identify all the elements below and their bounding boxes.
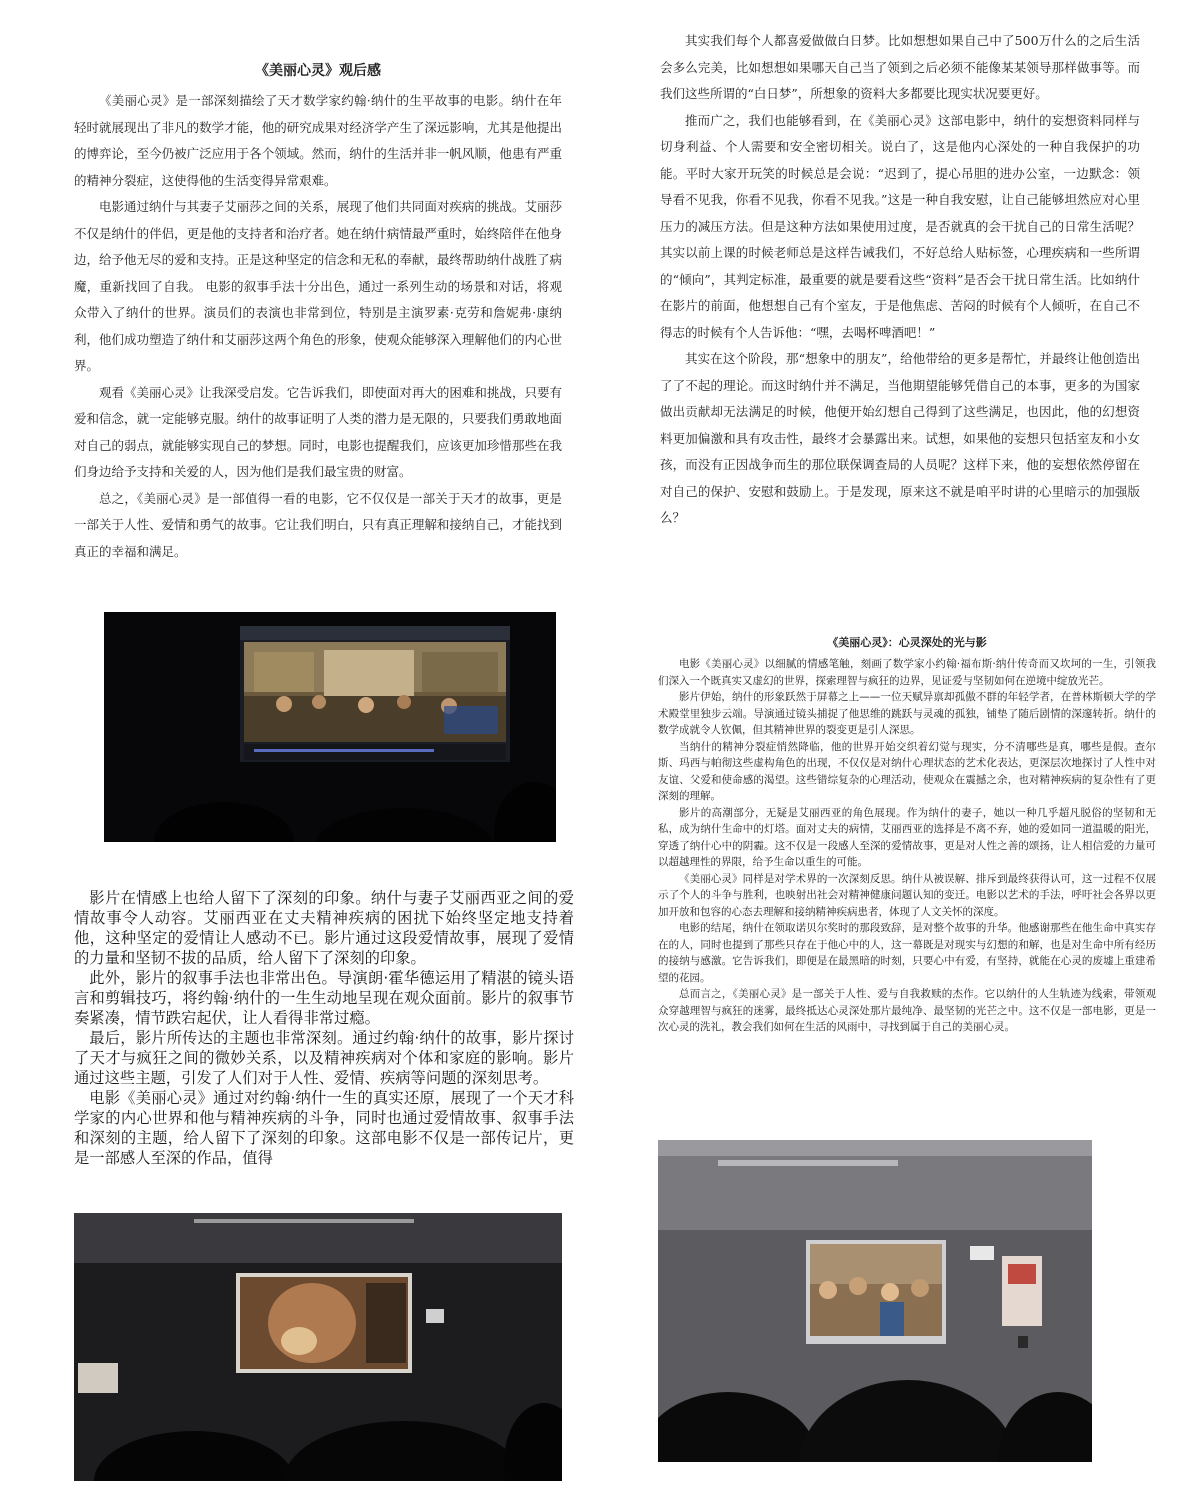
essay-paragraph: 其实我们每个人都喜爱做做白日梦。比如想想如果自己中了500万什么的之后生活会多么完美，比如想想如果哪天自己当了领到之后必须不能像某某领导那样做事等。而我们这些所谓的“白日梦”，所想象的资料大多都要比现实状况要更好。 (660, 33, 1140, 101)
screening-photo-1-graphic (104, 612, 556, 842)
essay-paragraph: 影片伊始，纳什的形象跃然于屏幕之上——一位天赋异禀却孤傲不群的年轻学者，在普林斯顿大学的学术殿堂里独步云端。导演通过镜头捕捉了他思维的跳跃与灵魂的孤独，铺垫了随后剧情的深邃转折。纳什的数学成就令人钦佩，但其精神世界的裂变更是引人深思。 (658, 691, 1156, 736)
essay-paragraph: 当纳什的精神分裂症悄然降临，他的世界开始交织着幻觉与现实，分不清哪些是真，哪些是假。查尔斯、玛西与帕彻这些虚构角色的出现，不仅仅是对纳什心理状态的艺术化表达，更深层次地探讨了人性中对友谊、父爱和使命感的渴望。这些错综复杂的心理活动，使观众在震撼之余，也对精神疾病的复杂性有了更深刻的理解。 (658, 740, 1156, 802)
essay-paragraph: 观看《美丽心灵》让我深受启发。它告诉我们，即使面对再大的困难和挑战，只要有爱和信念，就一定能够克服。纳什的故事证明了人类的潜力是无限的，只要我们勇敢地面对自己的弱点，就能够实现自己的梦想。同时，电影也提醒我们，应该更加珍惜那些在我们身边给予支持和关爱的人，因为他们是我们最宝贵的财富。 (74, 384, 562, 479)
essay-paragraph: 影片的高潮部分，无疑是艾丽西亚的角色展现。作为纳什的妻子，她以一种几乎超凡脱俗的坚韧和无私，成为纳什生命中的灯塔。面对丈夫的病情，艾丽西亚的选择是不离不弃，她的爱如同一道温暖的阳光，穿透了纳什心中的阴霾。这不仅是一段感人至深的爱情故事，更是对人性之善的颂扬，让人相信爱的力量可以超越理性的界限，给予生命以重生的可能。 (658, 806, 1156, 868)
essay-paragraph: 电影《美丽心灵》通过对约翰·纳什一生的真实还原，展现了一个天才科学家的内心世界和他与精神疾病的斗争，同时也通过爱情故事、叙事手法和深刻的主题，给人留下了深刻的印象。这部电影不仅是一部传记片，更是一部感人至深的作品，值得 (74, 1089, 574, 1167)
essay-review-section (74, 60, 562, 565)
essay-continuation-section (660, 28, 1140, 532)
screening-photo-3 (658, 1140, 1092, 1462)
essay-paragraph: 《美丽心灵》是一部深刻描绘了天才数学家约翰·纳什的生平故事的电影。纳什在年轻时就展现出了非凡的数学才能，他的研究成果对经济学产生了深远影响，尤其是他提出的博弈论，至今仍被广泛应用于各个领域。然而，纳什的生活并非一帆风顺，他患有严重的精神分裂症，这使得他的生活变得异常艰难。 (74, 93, 562, 188)
essay-paragraph: 其实在这个阶段，那“想象中的朋友”，给他带给的更多是帮忙，并最终让他创造出了了不起的理论。而这时纳什并不满足，当他期望能够凭借自己的本事，更多的为国家做出贡献却无法满足的时候，他便开始幻想自己得到了这些满足，也因此，他的幻想资料更加偏激和具有攻击性，最终才会暴露出来。试想，如果他的妄想只包括室友和小女孩，而没有正因战争而生的那位联保调查局的人员呢？这样下来，他的妄想依然停留在对自己的保护、安慰和鼓励上。于是发现，原来这不就是咱平时讲的心里暗示的加强版么？ (660, 351, 1140, 525)
essay-paragraph: 影片在情感上也给人留下了深刻的印象。纳什与妻子艾丽西亚之间的爱情故事令人动容。艾丽西亚在丈夫精神疾病的困扰下始终坚定地支持着他，这种坚定的爱情让人感动不已。影片通过这段爱情故事，展现了爱情的力量和坚韧不拔的品质，给人留下了深刻的印象。 (74, 889, 574, 967)
essay-title: 《美丽心灵》观后感 (255, 63, 381, 79)
essay-paragraph: 《美丽心灵》同样是对学术界的一次深刻反思。纳什从被误解、排斥到最终获得认可，这一过程不仅展示了个人的斗争与胜利，也映射出社会对精神健康问题认知的变迁。电影以艺术的手法，呼吁社会各界以更加开放和包容的心态去理解和接纳精神疾病患者，体现了人文关怀的深度。 (658, 872, 1156, 918)
screening-photo-3-graphic (658, 1140, 1092, 1462)
essay-reflection-section (74, 888, 574, 1168)
essay-paragraph: 总之，《美丽心灵》是一部值得一看的电影，它不仅仅是一部关于天才的故事，更是一部关于人性、爱情和勇气的故事。它让我们明白，只有真正理解和接纳自己，才能找到真正的幸福和满足。 (74, 490, 562, 559)
essay-title: 《美丽心灵》：心灵深处的光与影 (827, 636, 987, 649)
essay-paragraph: 电影《美丽心灵》以细腻的情感笔触，刻画了数学家小约翰·福布斯·纳什传奇而又坎坷的一生，引领我们深入一个既真实又虚幻的世界，探索理智与疯狂的边界，见证爱与坚韧如何在逆境中绽放光芒。 (658, 658, 1156, 687)
essay-paragraph: 推而广之，我们也能够看到，在《美丽心灵》这部电影中，纳什的妄想资料同样与切身利益、个人需要和安全密切相关。说白了，这是他内心深处的一种自我保护的功能。平时大家开玩笑的时候总是会说：“迟到了，提心吊胆的进办公室，一边默念：领导看不见我，你看不见我，你看不见我。”这是一种自我安慰，让自己能够坦然应对心里压力的减压方法。但是这种方法如果使用过度，是否就真的会干扰自己的日常生活呢？其实以前上课的时候老师总是这样告诫我们，不好总给人贴标签，心理疾病和一些所谓的“倾向”，其判定标准，最重要的就是要看这些“资料”是否会干扰日常生活。比如纳什在影片的前面，他想想自己有个室友，于是他焦虑、苦闷的时候有个人倾听，在自己不得志的时候有个人告诉他：“嘿，去喝杯啤酒吧！” (660, 112, 1140, 340)
essay-analysis-section (658, 634, 1156, 1036)
essay-paragraph: 最后，影片所传达的主题也非常深刻。通过约翰·纳什的故事，影片探讨了天才与疯狂之间的微妙关系，以及精神疾病对个体和家庭的影响。影片通过这些主题，引发了人们对于人性、爱情、疾病等问题的深刻思考。 (74, 1029, 574, 1087)
essay-paragraph: 电影的结尾，纳什在领取诺贝尔奖时的那段致辞，是对整个故事的升华。他感谢那些在他生命中真实存在的人，同时也提到了那些只存在于他心中的人，这一幕既是对现实与幻想的和解，也是对生命中所有经历的接纳与感激。它告诉我们，即便是在最黑暗的时刻，只要心中有爱，有坚持，就能在心灵的废墟上重建希望的花园。 (658, 922, 1156, 984)
screening-photo-2-graphic (74, 1213, 562, 1481)
essay-paragraph: 此外，影片的叙事手法也非常出色。导演朗·霍华德运用了精湛的镜头语言和剪辑技巧，将约翰·纳什的一生生动地呈现在观众面前。影片的叙事节奏紧凑，情节跌宕起伏，让人看得非常过瘾。 (74, 969, 574, 1027)
essay-paragraph: 电影通过纳什与其妻子艾丽莎之间的关系，展现了他们共同面对疾病的挑战。艾丽莎不仅是纳什的伴侣，更是他的支持者和治疗者。她在纳什病情最严重时，始终陪伴在他身边，给予他无尽的爱和支持。正是这种坚定的信念和无私的奉献，最终帮助纳什战胜了病魔，重新找回了自我。 电影的叙事手法十分出色，通过一系列生动的场景和对话，将观众带入了纳什的世界。演员们的表演也非常到位，特别是主演罗素·克劳和詹妮弗·康纳利，他们成功塑造了纳什和艾丽莎这两个角色的形象，使观众能够深入理解他们的内心世界。 (74, 199, 562, 373)
screening-photo-1 (104, 612, 556, 842)
essay-paragraph: 总而言之，《美丽心灵》是一部关于人性、爱与自我救赎的杰作。它以纳什的人生轨迹为线索，带领观众穿越理智与疯狂的迷雾，最终抵达心灵深处那片最纯净、最坚韧的光芒之中。这不仅是一部电影，更是一次心灵的洗礼，教会我们如何在生活的风雨中，寻找到属于自己的美丽心灵。 (658, 988, 1156, 1033)
screening-photo-2 (74, 1213, 562, 1481)
